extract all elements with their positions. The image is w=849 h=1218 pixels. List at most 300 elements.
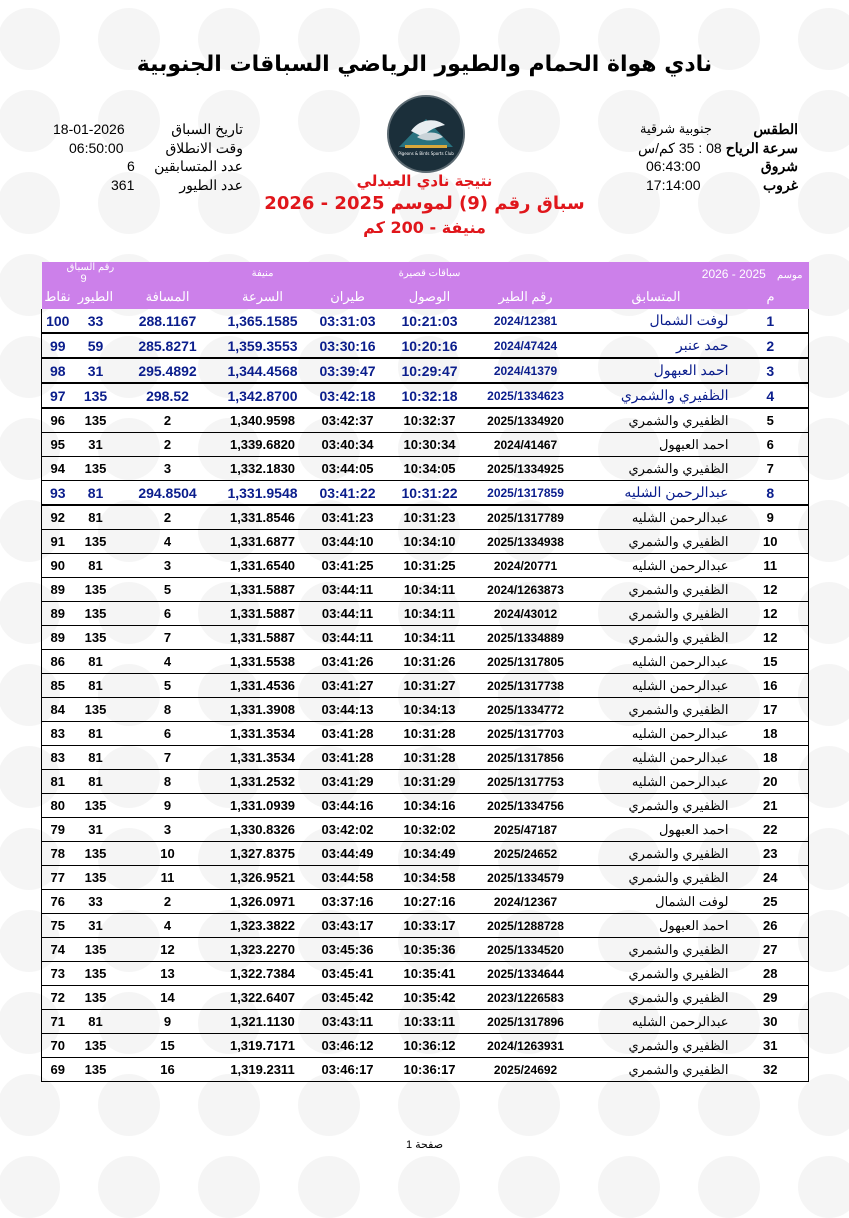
watermark-logo (598, 1156, 660, 1218)
arrival-cell: 10:33:11 (388, 1010, 472, 1034)
distance-cell: 14 (118, 986, 218, 1010)
flight-cell: 03:46:17 (308, 1058, 388, 1082)
speed-cell: 1,339.6820 (218, 433, 308, 457)
competitor-cell: حمد عنبر (580, 333, 733, 358)
competitor-cell: لوفت الشمال (580, 309, 733, 333)
birds-cell: 135 (74, 1058, 118, 1082)
arrival-cell: 10:34:11 (388, 602, 472, 626)
ring-cell: 2024/43012 (472, 602, 580, 626)
watermark-logo (198, 1156, 260, 1218)
competitor-cell: الظفيري والشمري (580, 578, 733, 602)
arrival-cell: 10:34:49 (388, 842, 472, 866)
flight-cell: 03:44:05 (308, 457, 388, 481)
points-cell: 91 (42, 530, 74, 554)
competitor-cell: الظفيري والشمري (580, 938, 733, 962)
flight-cell: 03:41:28 (308, 722, 388, 746)
watermark-logo (0, 90, 60, 152)
speed-cell: 1,331.5887 (218, 578, 308, 602)
arrival-cell: 10:32:18 (388, 383, 472, 408)
table-row (42, 602, 809, 626)
points-cell: 94 (42, 457, 74, 481)
points-cell: 86 (42, 650, 74, 674)
col-header-rank: م (733, 285, 809, 309)
rank-cell: 8 (733, 481, 809, 506)
ring-cell: 2024/41467 (472, 433, 580, 457)
birds-cell: 81 (74, 1010, 118, 1034)
ring-cell: 2025/1334938 (472, 530, 580, 554)
ring-cell: 2025/1334920 (472, 408, 580, 433)
watermark-logo (0, 1074, 60, 1136)
distance-cell: 16 (118, 1058, 218, 1082)
rank-cell: 12 (733, 578, 809, 602)
points-cell: 77 (42, 866, 74, 890)
page-number: صفحة 1 (405, 1139, 444, 1151)
flight-cell: 03:44:16 (308, 794, 388, 818)
ring-cell: 2024/1263873 (472, 578, 580, 602)
birds-cell: 31 (74, 358, 118, 383)
table-row (42, 818, 809, 842)
sunset-value: 17:14:00 (646, 176, 701, 193)
ring-cell: 2025/1317859 (472, 481, 580, 506)
start-time-label: وقت الانطلاق (165, 139, 243, 156)
start-time-row (53, 140, 243, 159)
speed-cell: 1,359.3553 (218, 333, 308, 358)
ring-cell: 2025/1334925 (472, 457, 580, 481)
watermark-logo (298, 1074, 360, 1136)
ring-cell: 2024/41379 (472, 358, 580, 383)
points-cell: 70 (42, 1034, 74, 1058)
points-cell: 74 (42, 938, 74, 962)
birds-cell: 135 (74, 794, 118, 818)
watermark-logo (298, 1156, 360, 1218)
competitor-cell: الظفيري والشمري (580, 602, 733, 626)
points-cell: 89 (42, 602, 74, 626)
competitor-cell: الظفيري والشمري (580, 1058, 733, 1082)
arrival-cell: 10:34:05 (388, 457, 472, 481)
speed-cell: 1,321.1130 (218, 1010, 308, 1034)
birds-cell: 31 (74, 914, 118, 938)
table-row (42, 866, 809, 890)
rank-cell: 1 (733, 309, 809, 333)
rank-cell: 10 (733, 530, 809, 554)
birds-cell: 135 (74, 962, 118, 986)
competitor-cell: الظفيري والشمري (580, 866, 733, 890)
competitor-cell: احمد العبهول (580, 818, 733, 842)
arrival-cell: 10:33:17 (388, 914, 472, 938)
table-row (42, 794, 809, 818)
ring-cell: 2025/1317789 (472, 505, 580, 530)
speed-cell: 1,331.3534 (218, 746, 308, 770)
rank-cell: 31 (733, 1034, 809, 1058)
race-number-value: 9 (80, 273, 87, 285)
distance-cell: 288.1167 (118, 309, 218, 333)
competitor-cell: عبدالرحمن الشليه (580, 674, 733, 698)
arrival-cell: 10:31:28 (388, 746, 472, 770)
rank-cell: 20 (733, 770, 809, 794)
distance-cell: 11 (118, 866, 218, 890)
watermark-logo (798, 1156, 849, 1218)
flight-cell: 03:44:10 (308, 530, 388, 554)
table-row (42, 309, 809, 333)
watermark-logo (198, 1074, 260, 1136)
flight-cell: 03:41:23 (308, 505, 388, 530)
race-number-season: سباق رقم (9) لموسم 2025 - 2026 (264, 193, 585, 214)
rank-cell: 32 (733, 1058, 809, 1082)
arrival-cell: 10:31:27 (388, 674, 472, 698)
table-row (42, 842, 809, 866)
distance-cell: 9 (118, 794, 218, 818)
flight-cell: 03:45:36 (308, 938, 388, 962)
competitor-cell: احمد العبهول (580, 358, 733, 383)
competitor-cell: عبدالرحمن الشليه (580, 554, 733, 578)
distance-cell: 12 (118, 938, 218, 962)
competitor-cell: لوفت الشمال (580, 890, 733, 914)
speed-cell: 1,331.4536 (218, 674, 308, 698)
arrival-cell: 10:20:16 (388, 333, 472, 358)
col-header-speed: السرعة (218, 285, 308, 309)
rank-cell: 27 (733, 938, 809, 962)
table-row (42, 358, 809, 383)
speed-cell: 1,322.7384 (218, 962, 308, 986)
birds-cell: 31 (74, 433, 118, 457)
birds-cell: 81 (74, 505, 118, 530)
arrival-cell: 10:32:02 (388, 818, 472, 842)
ring-cell: 2025/1288728 (472, 914, 580, 938)
watermark-logo (698, 1156, 760, 1218)
competitor-cell: الظفيري والشمري (580, 626, 733, 650)
table-row (42, 986, 809, 1010)
competitor-cell: الظفيري والشمري (580, 962, 733, 986)
birds-cell: 135 (74, 602, 118, 626)
table-row (42, 770, 809, 794)
watermark-logo (0, 1156, 60, 1218)
table-row (42, 650, 809, 674)
arrival-cell: 10:34:58 (388, 866, 472, 890)
table-row (42, 914, 809, 938)
distance-cell: 3 (118, 554, 218, 578)
table-row (42, 1058, 809, 1082)
watermark-logo (798, 1074, 849, 1136)
flight-cell: 03:45:41 (308, 962, 388, 986)
watermark-logo (98, 1156, 160, 1218)
ring-cell: 2025/1317856 (472, 746, 580, 770)
table-row (42, 383, 809, 408)
competitor-cell: الظفيري والشمري (580, 530, 733, 554)
speed-cell: 1,331.3534 (218, 722, 308, 746)
points-cell: 98 (42, 358, 74, 383)
speed-cell: 1,331.3908 (218, 698, 308, 722)
points-cell: 83 (42, 722, 74, 746)
points-cell: 99 (42, 333, 74, 358)
distance-cell: 7 (118, 746, 218, 770)
table-column-header (42, 285, 809, 309)
flight-cell: 03:31:03 (308, 309, 388, 333)
speed-cell: 1,331.8546 (218, 505, 308, 530)
birds-cell: 81 (74, 650, 118, 674)
speed-cell: 1,331.5538 (218, 650, 308, 674)
arrival-cell: 10:31:22 (388, 481, 472, 506)
table-row (42, 408, 809, 433)
season-label: موسم (776, 269, 803, 281)
race-number-label: رقم السباق (66, 262, 115, 273)
watermark-logo (498, 1156, 560, 1218)
distance-cell: 2 (118, 890, 218, 914)
competitor-cell: عبدالرحمن الشليه (580, 650, 733, 674)
sunrise-label: شروق (760, 158, 798, 174)
birds-cell: 33 (74, 890, 118, 914)
watermark-logo (598, 1074, 660, 1136)
flight-cell: 03:41:22 (308, 481, 388, 506)
points-cell: 95 (42, 433, 74, 457)
arrival-cell: 10:31:23 (388, 505, 472, 530)
arrival-cell: 10:34:10 (388, 530, 472, 554)
points-cell: 69 (42, 1058, 74, 1082)
distance-cell: 8 (118, 698, 218, 722)
speed-cell: 1,331.2532 (218, 770, 308, 794)
ring-cell: 2025/24692 (472, 1058, 580, 1082)
race-location-cell: منيفة (218, 262, 308, 285)
table-row (42, 698, 809, 722)
competitor-cell: الظفيري والشمري (580, 986, 733, 1010)
watermark-logo (398, 1156, 460, 1218)
arrival-cell: 10:31:25 (388, 554, 472, 578)
table-row (42, 1010, 809, 1034)
speed-cell: 1,326.9521 (218, 866, 308, 890)
competitor-cell: احمد العبهول (580, 914, 733, 938)
speed-cell: 1,331.0939 (218, 794, 308, 818)
table-row (42, 1034, 809, 1058)
col-header-ring: رقم الطير (472, 285, 580, 309)
rank-cell: 3 (733, 358, 809, 383)
competitor-cell: الظفيري والشمري (580, 698, 733, 722)
birds-cell: 135 (74, 1034, 118, 1058)
speed-cell: 1,327.8375 (218, 842, 308, 866)
flight-cell: 03:41:27 (308, 674, 388, 698)
rank-cell: 11 (733, 554, 809, 578)
speed-cell: 1,331.6540 (218, 554, 308, 578)
flight-cell: 03:44:58 (308, 866, 388, 890)
birds-cell: 31 (74, 818, 118, 842)
birds-cell: 135 (74, 938, 118, 962)
distance-cell: 10 (118, 842, 218, 866)
points-cell: 72 (42, 986, 74, 1010)
birds-cell: 135 (74, 383, 118, 408)
points-cell: 97 (42, 383, 74, 408)
flight-cell: 03:40:34 (308, 433, 388, 457)
speed-cell: 1,331.5887 (218, 602, 308, 626)
rank-cell: 9 (733, 505, 809, 530)
table-row (42, 674, 809, 698)
distance-cell: 2 (118, 505, 218, 530)
col-header-distance: المسافة (118, 285, 218, 309)
distance-cell: 294.8504 (118, 481, 218, 506)
flight-cell: 03:41:29 (308, 770, 388, 794)
rank-cell: 26 (733, 914, 809, 938)
flight-cell: 03:44:11 (308, 578, 388, 602)
speed-cell: 1,323.2270 (218, 938, 308, 962)
ring-cell: 2024/1263931 (472, 1034, 580, 1058)
distance-cell: 9 (118, 1010, 218, 1034)
sunset-label: غروب (763, 176, 798, 193)
speed-cell: 1,330.8326 (218, 818, 308, 842)
competitor-cell: عبدالرحمن الشليه (580, 505, 733, 530)
race-number-cell (42, 262, 118, 285)
competitor-cell: عبدالرحمن الشليه (580, 722, 733, 746)
ring-cell: 2025/1334772 (472, 698, 580, 722)
rank-cell: 16 (733, 674, 809, 698)
flight-cell: 03:42:37 (308, 408, 388, 433)
arrival-cell: 10:32:37 (388, 408, 472, 433)
season-value: 2026 - 2025 (701, 266, 766, 281)
speed-cell: 1,331.6877 (218, 530, 308, 554)
points-cell: 71 (42, 1010, 74, 1034)
speed-cell: 1,319.7171 (218, 1034, 308, 1058)
arrival-cell: 10:35:36 (388, 938, 472, 962)
birds-cell: 81 (74, 481, 118, 506)
distance-cell: 6 (118, 602, 218, 626)
points-cell: 81 (42, 770, 74, 794)
distance-cell: 13 (118, 962, 218, 986)
flight-cell: 03:42:02 (308, 818, 388, 842)
col-header-competitor: المتسابق (580, 285, 733, 309)
watermark-logo (298, 90, 360, 152)
points-cell: 73 (42, 962, 74, 986)
club-logo (387, 95, 465, 173)
ring-cell: 2025/1334756 (472, 794, 580, 818)
arrival-cell: 10:34:11 (388, 578, 472, 602)
competitor-cell: الظفيري والشمري (580, 794, 733, 818)
wind-value: 08 : 35 كم/س (638, 139, 722, 156)
points-cell: 100 (42, 309, 74, 333)
arrival-cell: 10:34:11 (388, 626, 472, 650)
distance-cell: 5 (118, 674, 218, 698)
rank-cell: 28 (733, 962, 809, 986)
competitor-cell: عبدالرحمن الشليه (580, 770, 733, 794)
flight-cell: 03:44:11 (308, 626, 388, 650)
points-cell: 83 (42, 746, 74, 770)
ring-cell: 2023/1226583 (472, 986, 580, 1010)
table-row (42, 626, 809, 650)
points-cell: 89 (42, 626, 74, 650)
table-row (42, 722, 809, 746)
distance-cell: 295.4892 (118, 358, 218, 383)
flight-cell: 03:44:13 (308, 698, 388, 722)
weather-label: الطقس (753, 121, 798, 137)
ring-cell: 2024/12381 (472, 309, 580, 333)
table-row (42, 481, 809, 506)
distance-cell: 8 (118, 770, 218, 794)
ring-cell: 2024/47424 (472, 333, 580, 358)
arrival-cell: 10:34:16 (388, 794, 472, 818)
speed-cell: 1,365.1585 (218, 309, 308, 333)
speed-cell: 1,323.3822 (218, 914, 308, 938)
points-cell: 84 (42, 698, 74, 722)
rank-cell: 18 (733, 722, 809, 746)
birds-cell: 135 (74, 866, 118, 890)
arrival-cell: 10:31:26 (388, 650, 472, 674)
distance-cell: 4 (118, 914, 218, 938)
birds-cell: 81 (74, 722, 118, 746)
distance-cell: 7 (118, 626, 218, 650)
results-table (41, 262, 809, 1082)
arrival-cell: 10:27:16 (388, 890, 472, 914)
arrival-cell: 10:35:42 (388, 986, 472, 1010)
flight-cell: 03:41:28 (308, 746, 388, 770)
ring-cell: 2025/1334623 (472, 383, 580, 408)
distance-cell: 2 (118, 408, 218, 433)
birds-cell: 81 (74, 746, 118, 770)
distance-cell: 4 (118, 530, 218, 554)
birds-cell: 135 (74, 698, 118, 722)
competitor-cell: الظفيري والشمري (580, 383, 733, 408)
competitor-cell: الظفيري والشمري (580, 408, 733, 433)
race-date-row (53, 121, 243, 140)
arrival-cell: 10:36:12 (388, 1034, 472, 1058)
rank-cell: 2 (733, 333, 809, 358)
birds-cell: 81 (74, 770, 118, 794)
rank-cell: 15 (733, 650, 809, 674)
speed-cell: 1,340.9598 (218, 408, 308, 433)
birds-cell: 135 (74, 842, 118, 866)
race-type-cell: سباقات قصيرة (388, 262, 472, 285)
competitor-cell: عبدالرحمن الشليه (580, 746, 733, 770)
points-cell: 96 (42, 408, 74, 433)
points-cell: 90 (42, 554, 74, 578)
ring-cell: 2025/1334579 (472, 866, 580, 890)
birds-cell: 33 (74, 309, 118, 333)
speed-cell: 1,332.1830 (218, 457, 308, 481)
sunrise-value: 06:43:00 (646, 158, 701, 174)
flight-cell: 03:44:11 (308, 602, 388, 626)
table-row (42, 457, 809, 481)
competitor-cell: عبدالرحمن الشليه (580, 481, 733, 506)
ring-cell: 2025/1317896 (472, 1010, 580, 1034)
watermark-logo (98, 1074, 160, 1136)
points-cell: 92 (42, 505, 74, 530)
points-cell: 78 (42, 842, 74, 866)
birds-cell: 135 (74, 457, 118, 481)
col-header-points: نقاط (42, 285, 74, 309)
flight-cell: 03:42:18 (308, 383, 388, 408)
speed-cell: 1,331.5887 (218, 626, 308, 650)
rank-cell: 12 (733, 602, 809, 626)
rank-cell: 25 (733, 890, 809, 914)
distance-cell: 285.8271 (118, 333, 218, 358)
participants-label: عدد المتسابقين (154, 158, 243, 174)
competitor-cell: الظفيري والشمري (580, 457, 733, 481)
speed-cell: 1,326.0971 (218, 890, 308, 914)
points-cell: 80 (42, 794, 74, 818)
rank-cell: 23 (733, 842, 809, 866)
rank-cell: 17 (733, 698, 809, 722)
flight-cell: 03:46:12 (308, 1034, 388, 1058)
arrival-cell: 10:29:47 (388, 358, 472, 383)
watermark-logo (498, 90, 560, 152)
race-date-label: تاريخ السباق (171, 121, 243, 137)
distance-cell: 2 (118, 433, 218, 457)
flight-cell: 03:39:47 (308, 358, 388, 383)
logo-text: Pigeons & Birds Sports Club (398, 151, 454, 156)
birds-cell: 81 (74, 554, 118, 578)
weather-value: جنوبية شرقية (640, 121, 712, 136)
ring-cell: 2025/1317753 (472, 770, 580, 794)
table-row (42, 554, 809, 578)
start-time-value: 06:50:00 (69, 139, 124, 156)
rank-cell: 6 (733, 433, 809, 457)
competitor-cell: الظفيري والشمري (580, 1034, 733, 1058)
flight-cell: 03:37:16 (308, 890, 388, 914)
points-cell: 89 (42, 578, 74, 602)
